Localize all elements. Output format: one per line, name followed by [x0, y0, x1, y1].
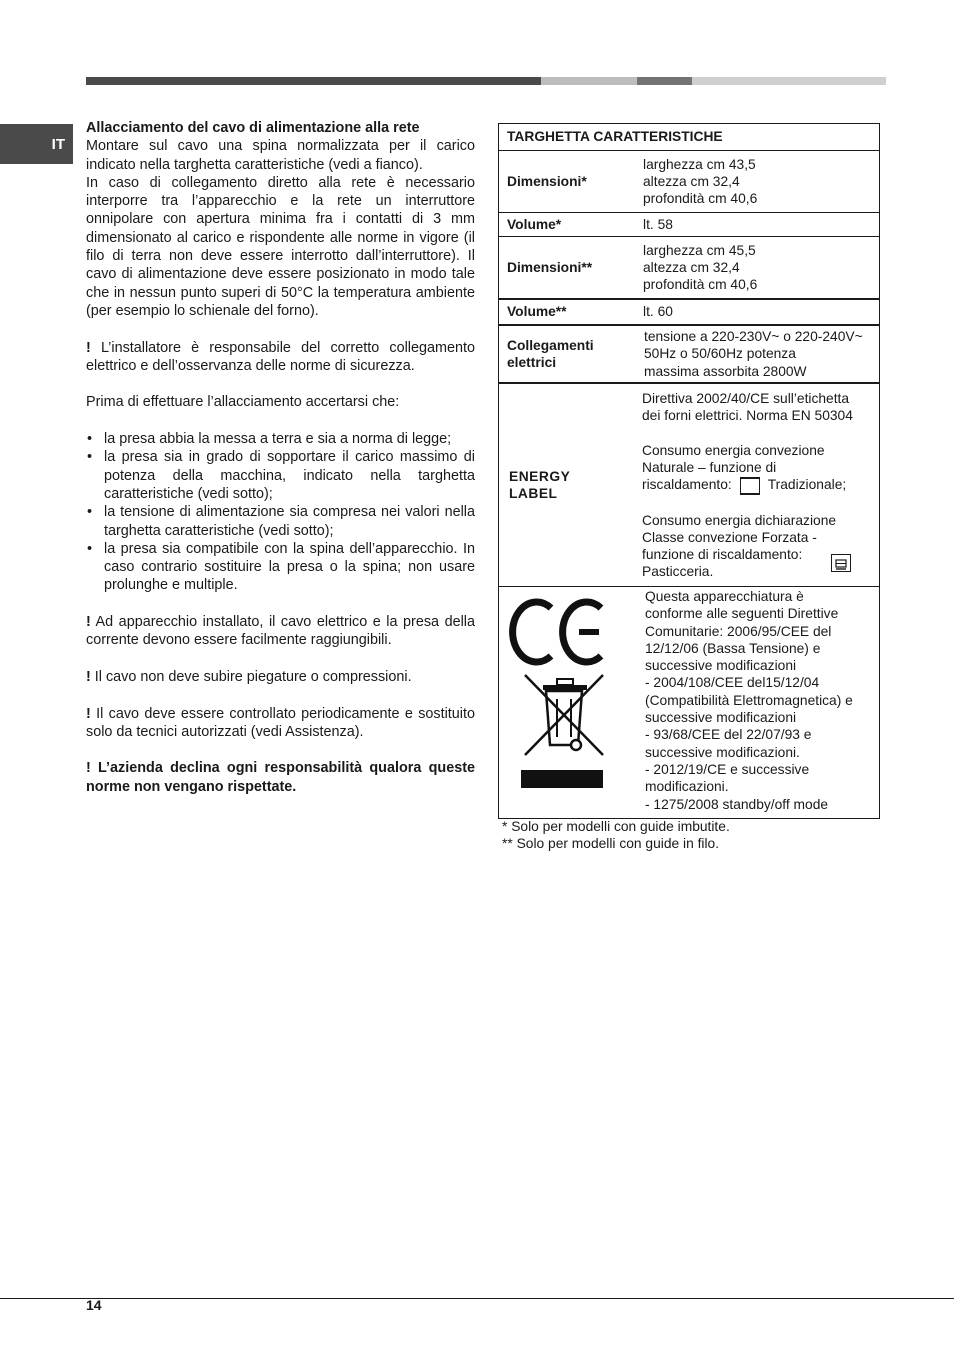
warning-installer: ! L’installatore è responsabile del corretto collegamento elettrico e dell’osservanza delle norme di sicurezza. [86, 339, 475, 374]
table-row-volume-1 [499, 212, 879, 236]
volume-1-label: Volume* [507, 216, 562, 232]
energy-label-label: ENERGY LABEL [509, 468, 571, 501]
warning-inspection: ! Il cavo deve essere controllato periodicamente e sostituito solo da tecnici autorizzati (vedi Assistenza). [86, 705, 475, 740]
energy-label-values: Direttiva 2002/40/CE sull’etichetta dei forni elettrici. Norma EN 50304 Consumo energia convezione Naturale – funzione di riscaldamento: Tradizionale; Consumo energia dichiarazione Classe convezione Forzata - funzione di riscaldamento: Pasticceria. [642, 391, 853, 580]
warning-reachable: ! Ad apparecchio installato, il cavo elettrico e la presa della corrente devono essere facilmente raggiungibili. [86, 614, 475, 649]
list-item: • la presa sia compatibile con la spina dell’apparecchio. In caso contrario sostituire la presa o la spina; non usare prolunghe e multiple. [86, 540, 475, 595]
weee-bin-icon [521, 675, 603, 788]
volume-2-label: Volume** [507, 304, 567, 320]
ce-mark-icon [499, 587, 639, 819]
table-row-electrical [499, 324, 879, 382]
checklist [86, 430, 475, 595]
dimensions-2-label: Dimensioni** [507, 259, 593, 275]
table-row-volume-2 [499, 298, 879, 324]
top-bar-segment-light [541, 77, 637, 85]
dimensions-1-values: larghezza cm 43,5 altezza cm 32,4 profondità cm 40,6 [643, 156, 758, 207]
table-footnotes [502, 818, 730, 852]
table-row-energy-label [499, 382, 879, 586]
list-item: • la presa abbia la messa a terra e sia a norma di legge; [86, 430, 475, 448]
dimensions-1-label: Dimensioni* [507, 173, 587, 189]
language-tab: IT [0, 124, 73, 164]
warning-liability: ! L’azienda declina ogni responsabilità qualora queste norme non vengano rispettate. [86, 760, 475, 795]
top-bar-segment-mid [637, 77, 692, 85]
section-title: Allacciamento del cavo di alimentazione alla rete [86, 120, 420, 136]
warning-bending: ! Il cavo non deve subire piegature o compressioni. [86, 668, 412, 685]
volume-1-value: lt. 58 [643, 216, 673, 232]
spec-table [498, 123, 880, 819]
paragraph-plug: Montare sul cavo una spina normalizzata per il carico indicato nella targhetta caratteristiche (vedi a fianco). [86, 138, 475, 173]
table-row-dimensions-1 [499, 150, 879, 212]
table-row-dimensions-2 [499, 236, 879, 298]
electrical-label: Collegamenti elettrici [507, 337, 594, 370]
ce-directives: Questa apparecchiatura è conforme alle seguenti Direttive Comunitarie: 2006/95/CEE del 12/12/06 (Bassa Tensione) e successive modificazioni - 2004/108/CEE del15/12/04 (Compatibilità Elettromagnetica) e successive modificazioni - 93/68/CEE del 22/07/93 e successive modificazioni. - 2012/19/CE e successive modificazioni. - 1275/2008 standby/off mode [645, 589, 853, 812]
left-column [86, 119, 475, 796]
paragraph-direct-connection: In caso di collegamento diretto alla rete è necessario interporre tra l’apparecchio e la rete un interruttore onnipolare con apertura minima fra i contatti di 3 mm dimensionato al carico e rispondente alle norme in vigore (il filo di terra non deve essere interrotto dall’interruttore). Il cavo di alimentazione deve essere posizionato in modo tale che in nessun punto superi di 50°C la temperatura ambiente (per esempio lo schienale del forno). [86, 174, 475, 319]
top-header-bar [86, 77, 886, 85]
list-intro: Prima di effettuare l’allacciamento accertarsi che: [86, 394, 400, 411]
page-number: 14 [86, 1297, 102, 1313]
fan-oven-icon [831, 554, 851, 572]
table-row-ce [499, 586, 879, 818]
ce-weee-logos [499, 587, 639, 818]
footnote-1: * Solo per modelli con guide imbutite. [502, 819, 730, 834]
list-item: • la tensione di alimentazione sia compresa nei valori nella targhetta caratteristiche (vedi sotto); [86, 503, 475, 540]
footer-rule [0, 1298, 954, 1299]
top-bar-segment-dark [86, 77, 541, 85]
volume-2-value: lt. 60 [643, 304, 673, 320]
top-bar-segment-lighter [692, 77, 886, 85]
dimensions-2-values: larghezza cm 45,5 altezza cm 32,4 profondità cm 40,6 [643, 242, 758, 293]
list-item: • la presa sia in grado di sopportare il carico massimo di potenza della macchina, indicato nella targhetta caratteristiche (vedi sotto); [86, 448, 475, 503]
static-oven-icon [740, 477, 760, 495]
table-header-row [499, 124, 879, 150]
table-header: TARGHETTA CARATTERISTICHE [507, 129, 723, 145]
footnote-2: ** Solo per modelli con guide in filo. [502, 836, 720, 851]
electrical-values: tensione a 220-230V~ o 220-240V~ 50Hz o 50/60Hz potenza massima assorbita 2800W [644, 329, 863, 379]
